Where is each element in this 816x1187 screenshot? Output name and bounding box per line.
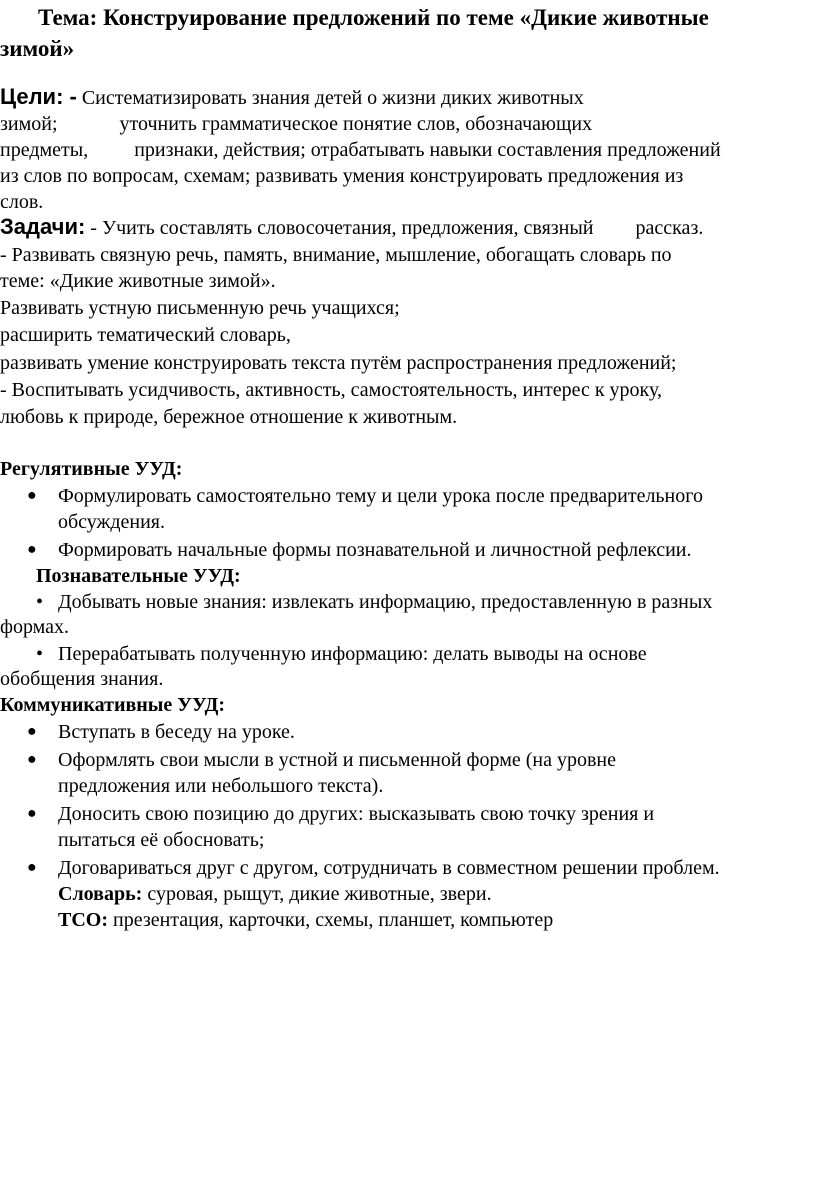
cognitive-text-1b: формах. bbox=[0, 616, 70, 638]
tasks-line-7: - Воспитывать усидчивость, активность, самостоятельность, интерес к уроку, bbox=[0, 379, 662, 401]
communicative-text-3b: пытаться её обосновать; bbox=[58, 829, 265, 851]
tso-label: ТСО: bbox=[58, 909, 108, 931]
tso-text: презентация, карточки, схемы, планшет, компьютер bbox=[113, 909, 554, 931]
tasks-label: Задачи: bbox=[0, 214, 86, 239]
regulative-heading: Регулятивные УУД: bbox=[0, 458, 183, 480]
goals-text-1: Систематизировать знания детей о жизни диких животных bbox=[81, 87, 584, 109]
tasks-text-1b: рассказ. bbox=[635, 217, 704, 239]
tasks-line-6: развивать умение конструировать текста путём распространения предложений; bbox=[0, 352, 677, 374]
tasks-line-5: расширить тематический словарь, bbox=[0, 324, 291, 346]
tasks-line-2: - Развивать связную речь, память, внимание, мышление, обогащать словарь по bbox=[0, 244, 672, 266]
cognitive-text-2a: Перерабатывать полученную информацию: делать выводы на основе bbox=[58, 643, 647, 665]
goals-line-2 bbox=[0, 111, 592, 137]
goals-line-1 bbox=[0, 84, 584, 111]
tso-line bbox=[58, 907, 553, 933]
goals-line-4: из слов по вопросам, схемам; развивать умения конструировать предложения из bbox=[0, 165, 684, 187]
bullet-icon: ● bbox=[27, 541, 37, 558]
vocabulary-text: суровая, рыщут, дикие животные, звери. bbox=[147, 883, 492, 905]
vocabulary-label: Словарь: bbox=[58, 883, 143, 905]
goals-label: Цели: - bbox=[0, 84, 77, 109]
bullet-icon: ● bbox=[27, 859, 37, 876]
tasks-line-8: любовь к природе, бережное отношение к животным. bbox=[0, 406, 458, 428]
goals-text-3a: предметы, bbox=[0, 139, 89, 161]
goals-line-3 bbox=[0, 137, 721, 163]
goals-line-5: слов. bbox=[0, 191, 44, 213]
goals-text-3b: признаки, действия; отрабатывать навыки составления предложений bbox=[134, 139, 721, 161]
communicative-text-2b: предложения или небольшого текста). bbox=[58, 775, 384, 797]
goals-text-2a: зимой; bbox=[0, 113, 58, 135]
bullet-icon: ● bbox=[27, 723, 37, 740]
tasks-text-1a: - Учить составлять словосочетания, предложения, связный bbox=[90, 217, 594, 239]
communicative-text-1: Вступать в беседу на уроке. bbox=[58, 721, 295, 743]
regulative-text-2: Формировать начальные формы познавательной и личностной рефлексии. bbox=[58, 539, 692, 561]
title-line-2: зимой» bbox=[0, 36, 75, 61]
communicative-text-2a: Оформлять свои мысли в устной и письменной форме (на уровне bbox=[58, 749, 617, 771]
cognitive-heading: Познавательные УУД: bbox=[36, 565, 241, 587]
title-line-1: Тема: Конструирование предложений по теме «Дикие животные bbox=[38, 5, 709, 30]
bullet-icon: ● bbox=[27, 751, 37, 768]
tasks-line-3: теме: «Дикие животные зимой». bbox=[0, 270, 276, 292]
bullet-icon: • bbox=[36, 591, 44, 613]
communicative-heading: Коммуникативные УУД: bbox=[0, 694, 226, 716]
regulative-text-1a: Формулировать самостоятельно тему и цели урока после предварительного bbox=[58, 485, 703, 507]
cognitive-text-1a: Добывать новые знания: извлекать информацию, предоставленную в разных bbox=[58, 591, 713, 613]
tasks-line-4: Развивать устную письменную речь учащихся; bbox=[0, 297, 400, 319]
bullet-icon: ● bbox=[27, 805, 37, 822]
bullet-icon: ● bbox=[27, 487, 37, 504]
vocabulary-line bbox=[58, 881, 492, 907]
bullet-icon: • bbox=[36, 643, 44, 665]
tasks-line-1 bbox=[0, 214, 703, 241]
regulative-text-1b: обсуждения. bbox=[58, 511, 166, 533]
cognitive-text-2b: обобщения знания. bbox=[0, 668, 164, 690]
communicative-text-3a: Доносить свою позицию до других: высказывать свою точку зрения и bbox=[58, 803, 655, 825]
goals-text-2b: уточнить грамматическое понятие слов, обозначающих bbox=[119, 113, 593, 135]
communicative-text-4: Договариваться друг с другом, сотрудничать в совместном решении проблем. bbox=[58, 857, 720, 879]
